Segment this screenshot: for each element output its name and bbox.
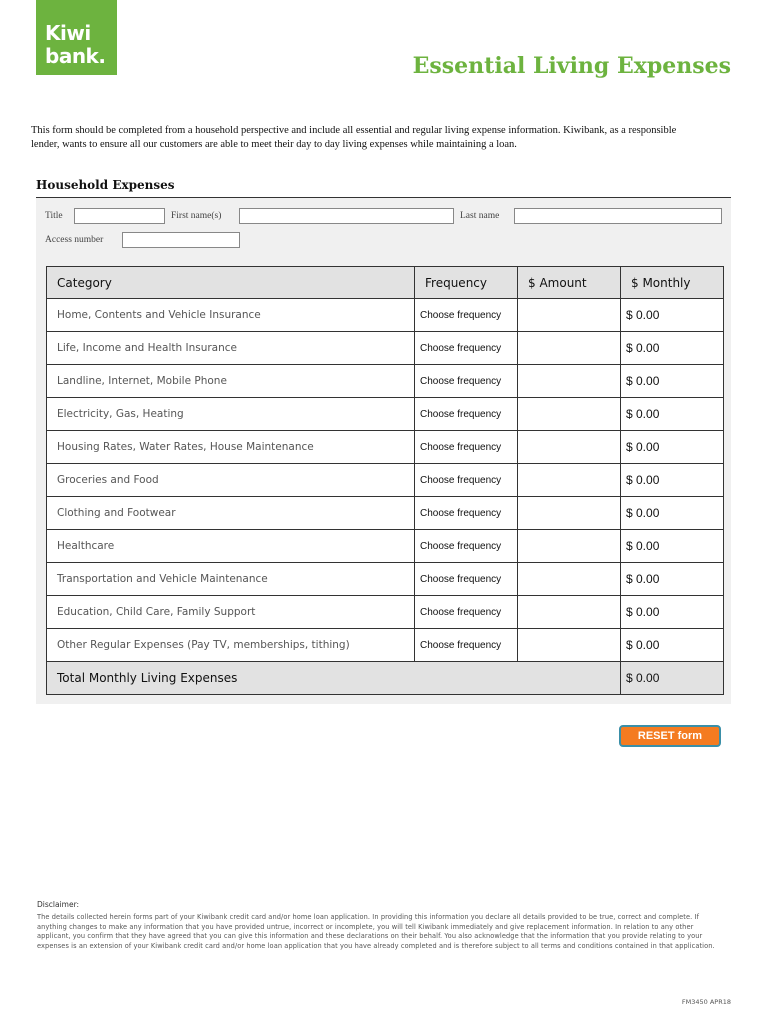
category-cell: Other Regular Expenses (Pay TV, memberships, tithing) [47, 629, 415, 662]
frequency-dropdown[interactable]: Choose frequency [415, 365, 518, 398]
disclaimer-text: The details collected herein forms part of your Kiwibank credit card and/or home loan application. In providing this information you declare all details provided to be true, correct and complete. If anything changes to make any information that you have provided untrue, incorrect or incomplete, you will tell Kiwibank immediately and give replacement information. In relation to any other applicant, you confirm that they have agreed that you can give this information and these declarations on their behalf. You also acknowledge that the information that you provide relating to your expenses is an extension of your Kiwibank credit card and/or home loan application that you have already completed and is therefore subject to all terms and conditions contained in that application. [37, 913, 715, 950]
access-number-label: Access number [45, 235, 104, 245]
category-cell: Groceries and Food [47, 464, 415, 497]
frequency-dropdown[interactable]: Choose frequency [415, 596, 518, 629]
header-category: Category [47, 267, 415, 299]
frequency-dropdown[interactable]: Choose frequency [415, 563, 518, 596]
amount-input[interactable] [518, 629, 621, 662]
expense-rows [47, 299, 724, 662]
category-cell: Life, Income and Health Insurance [47, 332, 415, 365]
header-monthly: $ Monthly [621, 267, 724, 299]
monthly-value: $ 0.00 [621, 464, 724, 497]
amount-input[interactable] [518, 563, 621, 596]
table-row [47, 629, 724, 662]
monthly-value: $ 0.00 [621, 398, 724, 431]
first-name-input[interactable] [239, 208, 454, 224]
table-row [47, 596, 724, 629]
total-row [47, 662, 724, 695]
last-name-label: Last name [460, 211, 500, 221]
monthly-value: $ 0.00 [621, 596, 724, 629]
first-name-label: First name(s) [171, 211, 222, 221]
logo-text-line2: bank. [45, 44, 106, 68]
amount-input[interactable] [518, 398, 621, 431]
amount-input[interactable] [518, 299, 621, 332]
form-code: FM3450 APR18 [681, 998, 731, 1006]
monthly-value: $ 0.00 [621, 629, 724, 662]
category-cell: Housing Rates, Water Rates, House Maintenance [47, 431, 415, 464]
category-cell: Landline, Internet, Mobile Phone [47, 365, 415, 398]
section-title: Household Expenses [36, 178, 175, 192]
frequency-dropdown[interactable]: Choose frequency [415, 497, 518, 530]
frequency-dropdown[interactable]: Choose frequency [415, 431, 518, 464]
category-cell: Transportation and Vehicle Maintenance [47, 563, 415, 596]
page-title: Essential Living Expenses [412, 53, 731, 79]
frequency-dropdown[interactable]: Choose frequency [415, 398, 518, 431]
category-cell: Home, Contents and Vehicle Insurance [47, 299, 415, 332]
header-amount: $ Amount [518, 267, 621, 299]
expenses-table [46, 266, 724, 695]
table-header-row [47, 267, 724, 299]
category-cell: Education, Child Care, Family Support [47, 596, 415, 629]
monthly-value: $ 0.00 [621, 497, 724, 530]
amount-input[interactable] [518, 365, 621, 398]
total-monthly-value: $ 0.00 [621, 662, 724, 695]
monthly-value: $ 0.00 [621, 299, 724, 332]
amount-input[interactable] [518, 497, 621, 530]
frequency-dropdown[interactable]: Choose frequency [415, 530, 518, 563]
table-row [47, 299, 724, 332]
amount-input[interactable] [518, 431, 621, 464]
table-row [47, 464, 724, 497]
total-label: Total Monthly Living Expenses [47, 662, 621, 695]
category-cell: Clothing and Footwear [47, 497, 415, 530]
frequency-dropdown[interactable]: Choose frequency [415, 332, 518, 365]
title-input[interactable] [74, 208, 165, 224]
frequency-dropdown[interactable]: Choose frequency [415, 299, 518, 332]
monthly-value: $ 0.00 [621, 365, 724, 398]
monthly-value: $ 0.00 [621, 332, 724, 365]
table-row [47, 431, 724, 464]
monthly-value: $ 0.00 [621, 530, 724, 563]
amount-input[interactable] [518, 596, 621, 629]
last-name-input[interactable] [514, 208, 722, 224]
title-label: Title [45, 211, 63, 221]
amount-input[interactable] [518, 530, 621, 563]
monthly-value: $ 0.00 [621, 563, 724, 596]
intro-text: This form should be completed from a household perspective and include all essential and regular living expense information. Kiwibank, as a responsible lender, wants to ensure all our customers are able to meet their day to day living expenses while maintaining a loan. [31, 125, 677, 150]
monthly-value: $ 0.00 [621, 431, 724, 464]
frequency-dropdown[interactable]: Choose frequency [415, 629, 518, 662]
disclaimer-title: Disclaimer: [37, 900, 80, 909]
frequency-dropdown[interactable]: Choose frequency [415, 464, 518, 497]
category-cell: Electricity, Gas, Heating [47, 398, 415, 431]
category-cell: Healthcare [47, 530, 415, 563]
table-row [47, 332, 724, 365]
reset-form-button[interactable]: RESET form [619, 725, 721, 747]
header-frequency: Frequency [415, 267, 518, 299]
amount-input[interactable] [518, 332, 621, 365]
table-row [47, 497, 724, 530]
logo-text-line1: Kiwi [45, 21, 91, 45]
amount-input[interactable] [518, 464, 621, 497]
access-number-input[interactable] [122, 232, 240, 248]
table-row [47, 563, 724, 596]
kiwibank-logo [36, 0, 117, 75]
table-row [47, 398, 724, 431]
table-row [47, 365, 724, 398]
table-row [47, 530, 724, 563]
